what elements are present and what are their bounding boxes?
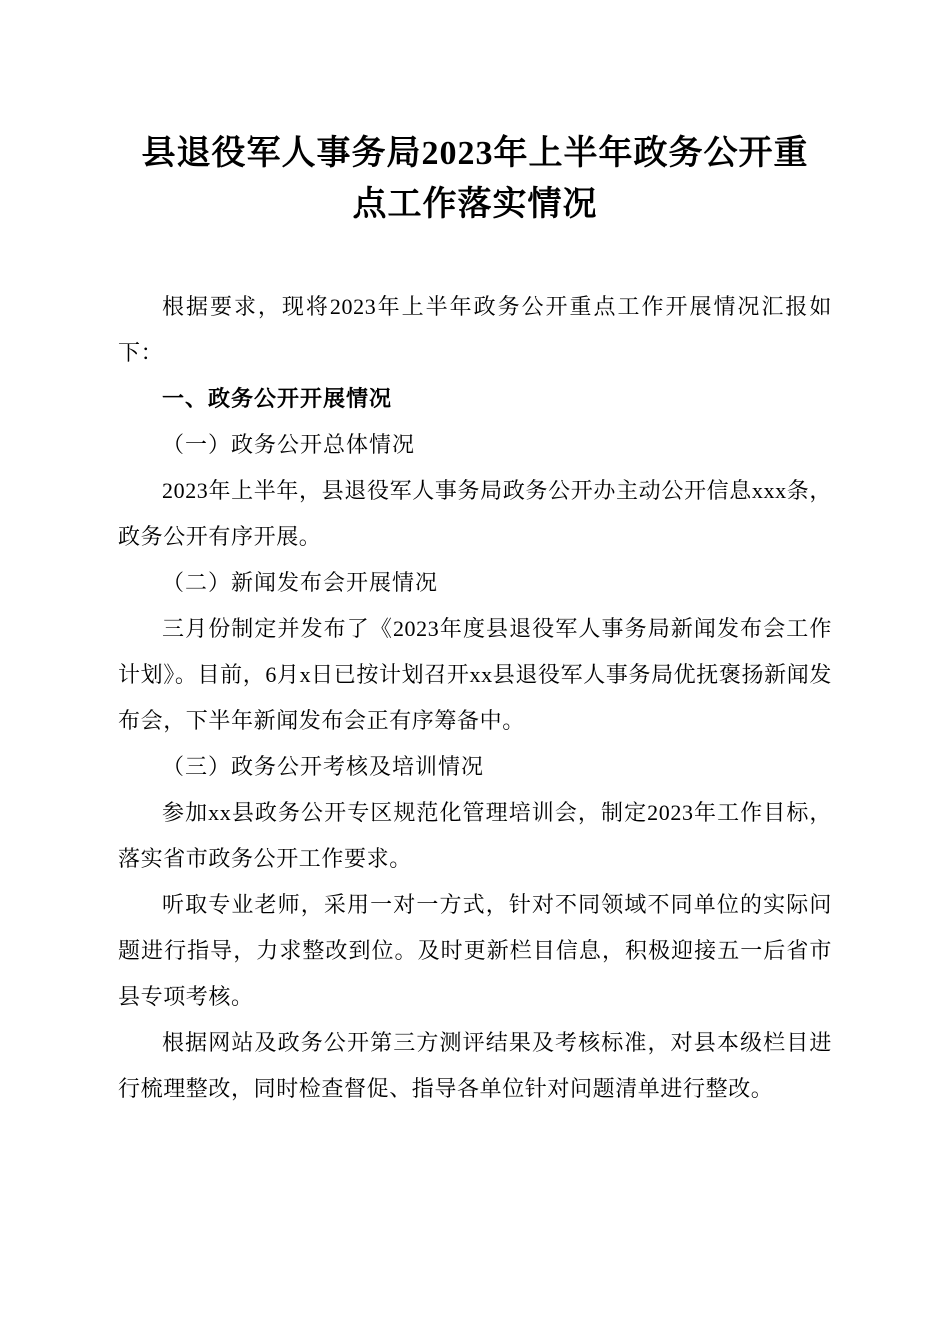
document-title-line-1: 县退役军人事务局2023年上半年政务公开重 bbox=[141, 135, 809, 172]
paragraph-intro: 根据要求，现将2023年上半年政务公开重点工作开展情况汇报如下： bbox=[118, 294, 832, 365]
heading-section-1: 一、政务公开开展情况 bbox=[162, 386, 393, 411]
heading-subsection-1: （一）政务公开总体情况 bbox=[162, 432, 416, 457]
paragraph-subsection-3-body-3: 根据网站及政务公开第三方测评结果及考核标准，对县本级栏目进行梳理整改，同时检查督促、指导各单位针对问题清单进行整改。 bbox=[118, 1030, 832, 1101]
document-title-line-2: 点工作落实情况 bbox=[352, 186, 598, 223]
paragraph-subsection-3-body-1: 参加xx县政务公开专区规范化管理培训会，制定2023年工作目标，落实省市政务公开工作要求。 bbox=[118, 800, 832, 871]
document-title bbox=[118, 128, 832, 230]
paragraph-subsection-3-body-2: 听取专业老师，采用一对一方式，针对不同领域不同单位的实际问题进行指导，力求整改到位。及时更新栏目信息，积极迎接五一后省市县专项考核。 bbox=[118, 892, 832, 1009]
heading-subsection-3: （三）政务公开考核及培训情况 bbox=[162, 754, 485, 779]
paragraph-subsection-1-body: 2023年上半年，县退役军人事务局政务公开办主动公开信息xxx条，政务公开有序开展。 bbox=[118, 478, 832, 549]
heading-subsection-2: （二）新闻发布会开展情况 bbox=[162, 570, 439, 595]
paragraph-subsection-2-body: 三月份制定并发布了《2023年度县退役军人事务局新闻发布会工作计划》。目前，6月x日已按计划召开xx县退役军人事务局优抚褒扬新闻发布会，下半年新闻发布会正有序筹备中。 bbox=[118, 616, 832, 733]
